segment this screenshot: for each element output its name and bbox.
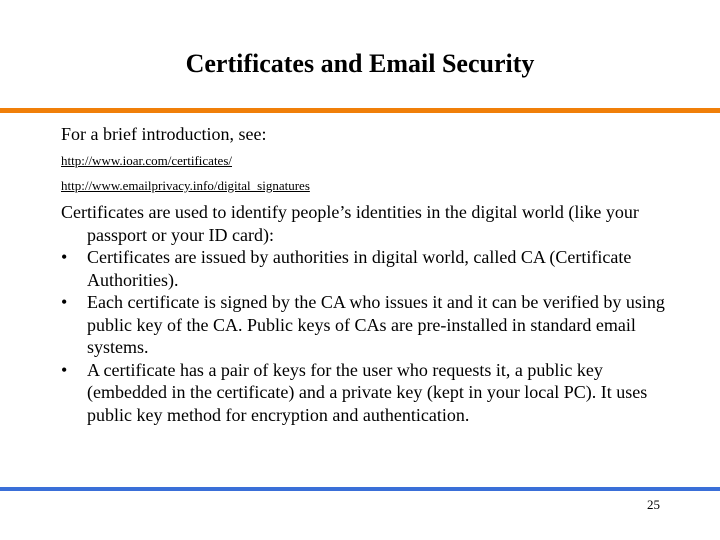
page-number: 25 [647, 497, 660, 512]
bullet-item [61, 246, 671, 291]
intro-text: For a brief introduction, see: [61, 124, 267, 144]
bullet-text: Each certificate is signed by the CA who issues it and it can be verified by using public key of the CA. Public keys of CAs are pre-installed in standard email systems. [87, 292, 665, 357]
bullet-item [61, 359, 671, 427]
bullet-icon: • [61, 247, 68, 267]
bullet-item [61, 291, 671, 359]
slide-title: Certificates and Email Security [185, 49, 535, 78]
bullet-text: Certificates are issued by authorities in digital world, called CA (Certificate Authorities). [87, 247, 632, 290]
bullet-icon: • [61, 359, 68, 380]
link-digital-signatures[interactable]: http://www.emailprivacy.info/digital_signatures [61, 178, 310, 193]
bullet-text: A certificate has a pair of keys for the user who requests it, a public key (embedded in the certificate) and a private key (kept in your local PC). It uses public key method for encryption and authentication. [87, 359, 648, 425]
lead-paragraph: Certificates are used to identify people’s identities in the digital world (like your passport or your ID card): [61, 202, 639, 245]
top-divider [0, 108, 720, 113]
slide-body [61, 201, 671, 426]
bottom-divider [0, 487, 720, 491]
link-certificates[interactable]: http://www.ioar.com/certificates/ [61, 153, 232, 168]
bullet-icon: • [61, 292, 68, 312]
bullet-list [61, 246, 671, 426]
